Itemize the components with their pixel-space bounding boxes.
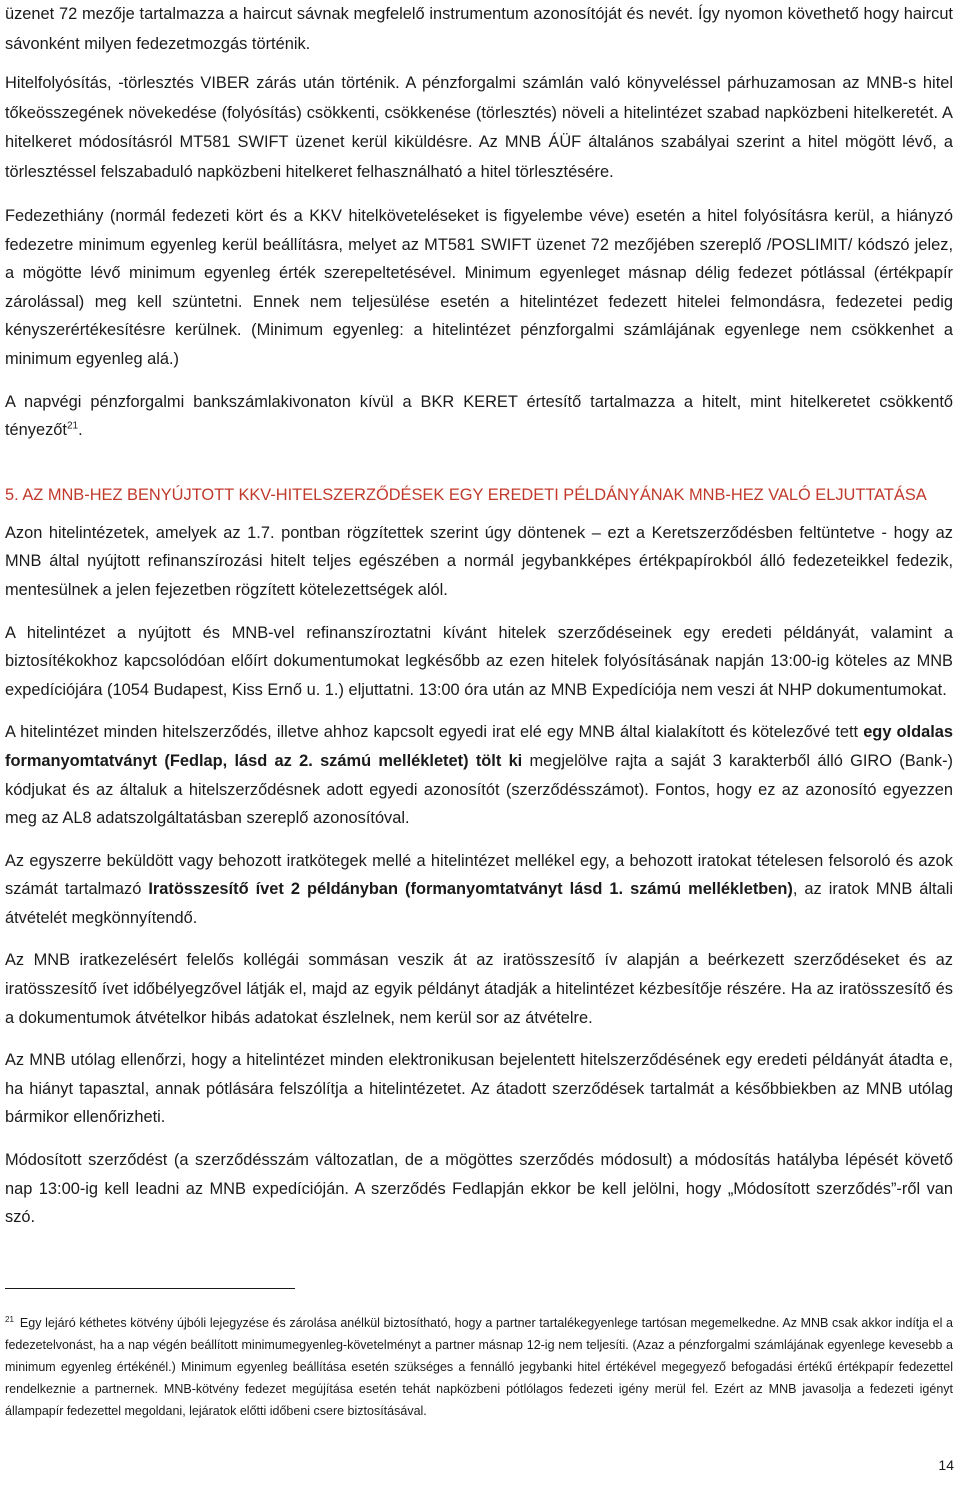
paragraph-bkr-keret xyxy=(5,388,953,445)
paragraph-modositott-szerzodes: Módosított szerződést (a szerződésszám változatlan, de a mögöttes szerződés módosult) a módosítás hatályba lépését követő nap 13:00-ig kell leadni az MNB expedícióján. A szerződés Fedlapján ekkor be kell jelölni, hogy „Módosított szerződés”-ről van szó. xyxy=(5,1151,953,1227)
footnote xyxy=(5,1312,953,1422)
paragraph-iratkezeles: Az MNB iratkezelésért felelős kollégái sommásan veszik át az iratösszesítő ív alapján a beérkezett szerződéseket és az iratösszesítő ívet időbélyegzővel látják el, majd az egyik példányt átadják a hitelintézet kézbesítője részére. Ha az iratösszesítő és a dokumentumok átvételkor hibás adatokat észlelnek, nem kerül sor az átvételre. xyxy=(5,951,953,1027)
paragraph-fedlap-bold: egy oldalas formanyomtatványt (Fedlap, lásd az 2. számú mellékletet) tölt ki xyxy=(5,723,953,770)
paragraph-mentesules: Azon hitelintézetek, amelyek az 1.7. pontban rögzítettek szerint úgy döntenek – ezt a Keretszerződésben feltüntetve - hogy az MNB által nyújtott refinanszírozási hitelt teljes egészében a normál jegybankképes értékpapírokból álló fedezeteikkel fedezik, mentesülnek a jelen fejezetben rögzített kötelezettségek alól. xyxy=(5,523,953,599)
page-number: 14 xyxy=(938,1457,954,1473)
footnote-reference[interactable]: 21 xyxy=(66,420,79,432)
paragraph-haircut: üzenet 72 mezője tartalmazza a haircut sávnak megfelelő instrumentum azonosítóját és nevét. Így nyomon követhető hogy haircut sávonként milyen fedezetmozgás történik. xyxy=(5,5,953,53)
paragraph-viber: Hitelfolyósítás, -törlesztés VIBER zárás után történik. A pénzforgalmi számlán való könyveléssel párhuzamosan az MNB-s hitel tőkeösszegének növekedése (folyósítás) csökkenti, csökkenése (törlesztés) növeli a hitelintézet szabad napközbeni hitelkeretét. A hitelkeret módosításról MT581 SWIFT üzenet kerül kiküldésre. Az MNB ÁÜF általános szabályai szerint a hitel mögött lévő, a törlesztéssel felszabaduló napközbeni hitelkeret felhasználható a hitel törlesztésére. xyxy=(5,74,953,181)
paragraph-utolagos-ellenorzes: Az MNB utólag ellenőrzi, hogy a hitelintézet minden elektronikusan bejelentett hitelszerződésének egy eredeti példányát átadta e, ha hiányt tapasztal, annak pótlására felszólítja a hitelintézetet. Az átadott szerződések tartalmát a későbbiekben az MNB utólag bármikor ellenőrizheti. xyxy=(5,1051,953,1127)
paragraph-bkr-keret-text: A napvégi pénzforgalmi bankszámlakivonaton kívül a BKR KERET értesítő tartalmazza a hitelt, mint hitelkeretet csökkentő tényezőt xyxy=(5,392,953,440)
section-heading: 5. AZ MNB-HEZ BENYÚJTOTT KKV-HITELSZERZŐDÉSEK EGY EREDETI PÉLDÁNYÁNAK MNB-HEZ VALÓ ELJUTTATÁSA xyxy=(5,485,927,504)
paragraph-expedicio: A hitelintézet a nyújtott és MNB-vel refinanszíroztatni kívánt hitelek szerződéseinek egy eredeti példányát, valamint a biztosítékokhoz kapcsolódóan előírt dokumentumokat legkésőbb az ezen hitelek folyósításának napján 13:00-ig köteles az MNB expedíciójára (1054 Budapest, Kiss Ernő u. 1.) eljuttatni. 13:00 óra után az MNB Expedíciója nem veszi át NHP dokumentumokat. xyxy=(5,623,953,699)
paragraph-iratosszesito xyxy=(5,847,953,933)
footnote-separator xyxy=(5,1288,295,1289)
paragraph-fedlap xyxy=(5,718,953,832)
paragraph-fedezethiany: Fedezethiány (normál fedezeti kört és a KKV hitelköveteléseket is figyelembe véve) esetén a hitel folyósításra kerül, a hiányzó fedezetre minimum egyenleg kerül beállításra, melyet az MT581 SWIFT üzenet 72 mezőjében szereplő /POSLIMIT/ kódszó jelez, a mögötte lévő minimum egyenleg érték szerepeltetésével. Minimum egyenleget másnap délig fedezet pótlással (értékpapír zárolással) meg kell szüntetni. Ennek nem teljesülése esetén a hitelintézet fedezett hitelei felmondásra, fedezetei pedig kényszerértékesítésre kerülnek. (Minimum egyenleg: a hitelintézet pénzforgalmi számlájának egyenlege nem csökkenhet a minimum egyenleg alá.) xyxy=(5,207,953,368)
paragraph-iratosszesito-c: , az iratok MNB általi átvételét megkönnyítendő. xyxy=(5,880,953,927)
footnote-text: Egy lejáró kéthetes kötvény újbóli lejegyzése és zárolása anélkül biztosítható, hogy a partner tartalékegyenlege tartósan megemelkedne. Az MNB csak akkor indítja el a fedezetelvonást, ha a nap végén beállított minimumegyenleg-követelményt a partner másnap 12-ig nem teljesíti. (Azaz a pénzforgalmi számlájának egyenlege kevesebb a minimum egyenleg értékénél.) Minimum egyenleg beállítása esetén szükséges a fennálló jegybanki hitel értékével megegyező befogadási értékű értékpapír fedezettel rendelkeznie a partnernek. MNB-kötvény fedezet megújítása esetén tehát napközbeni pótlólagos fedezeti igény merül fel. Ezért az MNB javasolja a fedezeti igényt állampapír fedezettel megoldani, lejáratok előtti időbeni csere biztosításával. xyxy=(5,1316,953,1418)
paragraph-fedlap-a: A hitelintézet minden hitelszerződés, illetve ahhoz kapcsolt egyedi irat elé egy MNB által kialakított és kötelezővé tett xyxy=(5,723,864,742)
paragraph-iratosszesito-a: Az egyszerre beküldött vagy behozott iratkötegek mellé a hitelintézet mellékel egy, a behozott iratokat tételesen felsoroló és azok számát tartalmazó xyxy=(5,851,953,899)
paragraph-bkr-keret-end: . xyxy=(78,421,83,440)
paragraph-fedlap-c: megjelölve rajta a saját 3 karakterből álló GIRO (Bank-) kódjukat és az általuk a hitelszerződésnek adott egyedi azonosítót (szerződésszámot). Fontos, hogy ez az azonosító egyezzen meg az AL8 adatszolgáltatásban szereplő azonosítóval. xyxy=(5,751,954,828)
footnote-number: 21 xyxy=(5,1314,14,1324)
paragraph-iratosszesito-bold: Iratösszesítő ívet 2 példányban (formanyomtatványt lásd 1. számú mellékletben) xyxy=(148,880,793,899)
document-page xyxy=(5,0,954,1418)
